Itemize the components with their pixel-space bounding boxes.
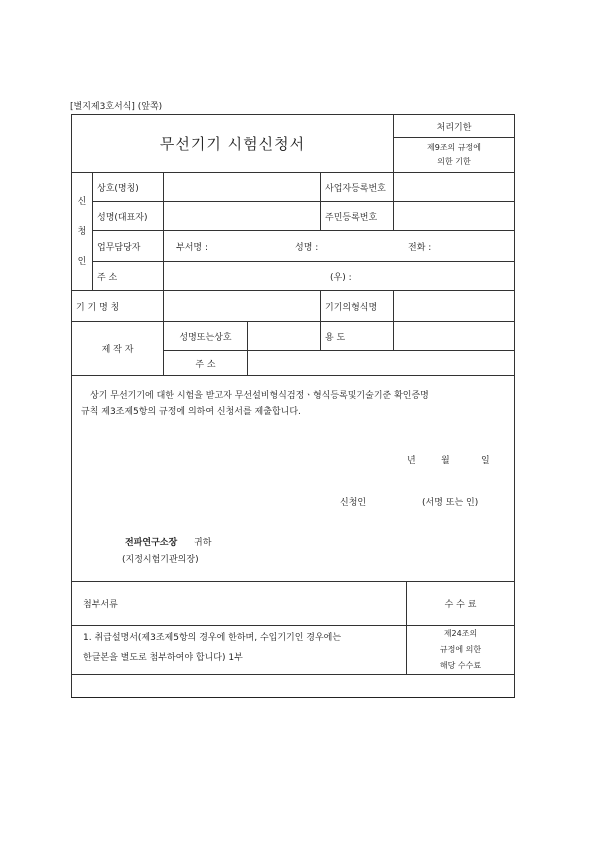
attachment-item-line-2: 한글본을 별도로 첨부하여야 합니다) 1부 (83, 653, 243, 663)
statement-line-1: 상기 무선기기에 대한 시험을 받고자 무선설비형식검정ㆍ형식등록및기술기준 확인증명 (90, 391, 429, 401)
statement-line-2: 규칙 제3조제5항의 규정에 의하여 신청서를 제출합니다. (81, 407, 301, 417)
processing-period-line1: 제9조의 규정에 (427, 143, 482, 152)
device-model-label: 기기의형식명 (321, 291, 394, 322)
applicant-sign-label: 신청인 (340, 498, 367, 508)
resident-reg-number-field[interactable] (394, 202, 515, 231)
maker-name-field[interactable] (248, 322, 321, 351)
recipient-honorific: 귀하 (194, 538, 212, 548)
processing-period-line2: 의한 기한 (437, 157, 471, 166)
device-model-field[interactable] (394, 291, 515, 322)
trade-name-label: 상호(명칭) (93, 173, 164, 202)
applicant-address-field[interactable] (164, 262, 515, 291)
signature-field[interactable]: (서명 또는 인) (422, 498, 479, 508)
applicant-section-label (72, 173, 93, 291)
applicant-char-3: 인 (77, 256, 87, 267)
form-number-label: [별지제3호서식] (앞쪽) (70, 102, 163, 112)
phone-label: 전화 : (408, 243, 432, 253)
usage-label: 용 도 (321, 322, 394, 351)
device-name-label: 기 기 명 칭 (72, 291, 164, 322)
manufacturer-label: 제 작 자 (72, 322, 164, 376)
business-reg-number-field[interactable] (394, 173, 515, 202)
device-name-field[interactable] (164, 291, 321, 322)
trade-name-field[interactable] (164, 173, 321, 202)
recipient-name: 전파연구소장 (125, 538, 178, 548)
usage-field[interactable] (394, 322, 515, 351)
statement-block (72, 376, 515, 582)
fee-line-3: 해당 수수료 (439, 661, 482, 670)
maker-name-label: 성명또는상호 (164, 322, 248, 351)
processing-period-label: 처리기한 (394, 115, 515, 138)
contact-person-label: 업무담당자 (93, 231, 164, 262)
fee-line-1: 제24조의 (443, 629, 478, 638)
fee-description (407, 626, 515, 675)
resident-reg-number-label: 주민등록번호 (321, 202, 394, 231)
maker-address-field[interactable] (248, 351, 515, 376)
representative-field[interactable] (164, 202, 321, 231)
attachments-label: 첨부서류 (72, 582, 407, 626)
form-title-cell (72, 115, 394, 173)
date-year-label: 년 (407, 456, 416, 466)
application-form-table (71, 114, 515, 698)
processing-period-value (394, 138, 515, 173)
attachment-item-line-1: 1. 취급설명서(제3조제5항의 경우에 한하며, 수입기기인 경우에는 (83, 633, 342, 643)
applicant-char-1: 신 (77, 196, 87, 207)
business-reg-number-label: 사업자등록번호 (321, 173, 394, 202)
date-day-label: 일 (481, 456, 490, 466)
attachments-list (72, 626, 407, 675)
contact-person-field[interactable] (164, 231, 515, 262)
maker-address-label: 주 소 (164, 351, 248, 376)
applicant-char-2: 청 (77, 226, 87, 237)
fee-label: 수 수 료 (407, 582, 515, 626)
form-title: 무선기기 시험신청서 (159, 135, 306, 153)
recipient-subtitle: (지정시험기관의장) (122, 555, 199, 565)
date-month-label: 월 (441, 456, 450, 466)
applicant-address-label: 주 소 (93, 262, 164, 291)
fee-line-2: 규정에 의한 (439, 645, 482, 654)
bottom-blank-row (72, 675, 515, 698)
department-label: 부서명 : (176, 243, 208, 253)
postal-code-label: (우) : (330, 273, 352, 283)
contact-name-label: 성명 : (295, 243, 319, 253)
representative-label: 성명(대표자) (93, 202, 164, 231)
